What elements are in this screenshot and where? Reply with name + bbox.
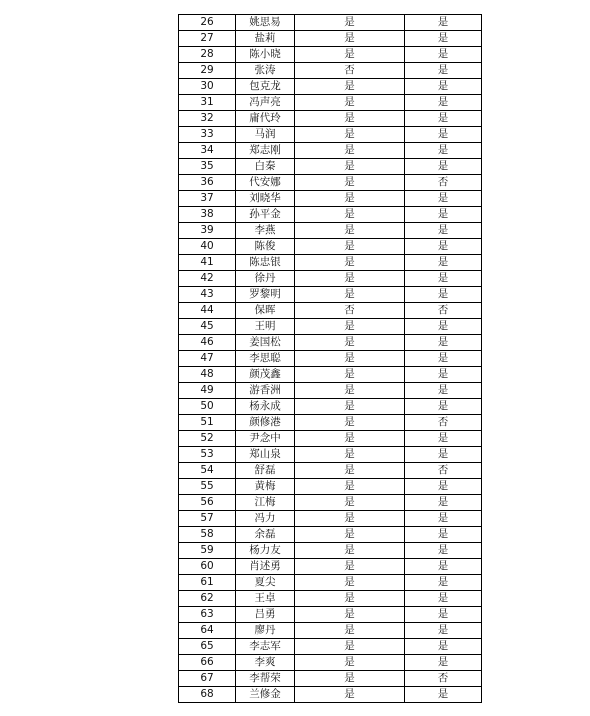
row-number: 46 (179, 335, 236, 351)
status-a-cell: 是 (295, 623, 405, 639)
status-b-cell: 是 (405, 335, 482, 351)
status-b-cell: 否 (405, 415, 482, 431)
status-b-cell: 是 (405, 271, 482, 287)
person-name: 张涛 (236, 63, 295, 79)
person-name: 杨永成 (236, 399, 295, 415)
table-row (179, 127, 482, 143)
person-name: 余磊 (236, 527, 295, 543)
table-row (179, 671, 482, 687)
table-row (179, 111, 482, 127)
table-row (179, 207, 482, 223)
table-row (179, 415, 482, 431)
table-row (179, 495, 482, 511)
row-number: 55 (179, 479, 236, 495)
row-number: 65 (179, 639, 236, 655)
person-name: 李帮荣 (236, 671, 295, 687)
status-a-cell: 是 (295, 575, 405, 591)
table-row (179, 511, 482, 527)
row-number: 68 (179, 687, 236, 703)
status-b-cell: 是 (405, 47, 482, 63)
table-row (179, 607, 482, 623)
row-number: 43 (179, 287, 236, 303)
status-b-cell: 是 (405, 527, 482, 543)
row-number: 57 (179, 511, 236, 527)
status-b-cell: 是 (405, 111, 482, 127)
row-number: 60 (179, 559, 236, 575)
row-number: 29 (179, 63, 236, 79)
row-number: 62 (179, 591, 236, 607)
person-name: 李燕 (236, 223, 295, 239)
table-row (179, 271, 482, 287)
status-a-cell: 是 (295, 31, 405, 47)
person-name: 郑山泉 (236, 447, 295, 463)
row-number: 37 (179, 191, 236, 207)
status-a-cell: 是 (295, 287, 405, 303)
table-row (179, 47, 482, 63)
status-a-cell: 是 (295, 591, 405, 607)
table-row (179, 255, 482, 271)
person-name: 游香洲 (236, 383, 295, 399)
person-name: 包克龙 (236, 79, 295, 95)
person-name: 陈俊 (236, 239, 295, 255)
table-row (179, 591, 482, 607)
roster-table-body (179, 15, 482, 703)
table-row (179, 559, 482, 575)
status-b-cell: 否 (405, 671, 482, 687)
status-a-cell: 是 (295, 239, 405, 255)
person-name: 陈忠银 (236, 255, 295, 271)
person-name: 黄梅 (236, 479, 295, 495)
status-a-cell: 是 (295, 255, 405, 271)
table-row (179, 63, 482, 79)
status-b-cell: 是 (405, 575, 482, 591)
person-name: 李思聪 (236, 351, 295, 367)
status-a-cell: 是 (295, 127, 405, 143)
status-a-cell: 是 (295, 415, 405, 431)
status-a-cell: 是 (295, 207, 405, 223)
status-a-cell: 是 (295, 335, 405, 351)
status-b-cell: 是 (405, 191, 482, 207)
row-number: 48 (179, 367, 236, 383)
row-number: 44 (179, 303, 236, 319)
status-a-cell: 是 (295, 223, 405, 239)
row-number: 40 (179, 239, 236, 255)
status-b-cell: 是 (405, 639, 482, 655)
status-a-cell: 否 (295, 63, 405, 79)
status-b-cell: 是 (405, 495, 482, 511)
status-b-cell: 否 (405, 303, 482, 319)
status-b-cell: 是 (405, 127, 482, 143)
person-name: 郑志刚 (236, 143, 295, 159)
row-number: 27 (179, 31, 236, 47)
status-a-cell: 是 (295, 15, 405, 31)
person-name: 吕勇 (236, 607, 295, 623)
person-name: 颜茂鑫 (236, 367, 295, 383)
status-a-cell: 是 (295, 111, 405, 127)
table-row (179, 319, 482, 335)
status-b-cell: 是 (405, 479, 482, 495)
status-a-cell: 是 (295, 671, 405, 687)
status-a-cell: 是 (295, 143, 405, 159)
status-a-cell: 是 (295, 479, 405, 495)
table-row (179, 95, 482, 111)
status-b-cell: 是 (405, 207, 482, 223)
person-name: 李志军 (236, 639, 295, 655)
person-name: 杨力友 (236, 543, 295, 559)
person-name: 代安娜 (236, 175, 295, 191)
person-name: 冯声亮 (236, 95, 295, 111)
table-row (179, 575, 482, 591)
status-b-cell: 是 (405, 239, 482, 255)
status-b-cell: 是 (405, 351, 482, 367)
table-row (179, 447, 482, 463)
status-a-cell: 是 (295, 367, 405, 383)
person-name: 王卓 (236, 591, 295, 607)
person-name: 尹念中 (236, 431, 295, 447)
status-a-cell: 是 (295, 271, 405, 287)
status-a-cell: 是 (295, 559, 405, 575)
row-number: 32 (179, 111, 236, 127)
row-number: 30 (179, 79, 236, 95)
table-row (179, 527, 482, 543)
row-number: 52 (179, 431, 236, 447)
row-number: 58 (179, 527, 236, 543)
person-name: 冯力 (236, 511, 295, 527)
status-b-cell: 是 (405, 31, 482, 47)
status-a-cell: 是 (295, 463, 405, 479)
status-b-cell: 是 (405, 367, 482, 383)
person-name: 保晖 (236, 303, 295, 319)
table-row (179, 687, 482, 703)
person-name: 李爽 (236, 655, 295, 671)
status-b-cell: 是 (405, 543, 482, 559)
table-row (179, 351, 482, 367)
table-row (179, 479, 482, 495)
table-row (179, 287, 482, 303)
status-a-cell: 是 (295, 319, 405, 335)
person-name: 白秦 (236, 159, 295, 175)
status-b-cell: 否 (405, 175, 482, 191)
row-number: 33 (179, 127, 236, 143)
person-name: 马润 (236, 127, 295, 143)
row-number: 45 (179, 319, 236, 335)
status-b-cell: 是 (405, 63, 482, 79)
person-name: 孙平金 (236, 207, 295, 223)
table-row (179, 431, 482, 447)
row-number: 28 (179, 47, 236, 63)
status-b-cell: 是 (405, 15, 482, 31)
person-name: 罗黎明 (236, 287, 295, 303)
status-a-cell: 是 (295, 527, 405, 543)
person-name: 徐丹 (236, 271, 295, 287)
status-b-cell: 是 (405, 655, 482, 671)
status-b-cell: 是 (405, 591, 482, 607)
table-row (179, 79, 482, 95)
status-b-cell: 是 (405, 559, 482, 575)
person-name: 廖丹 (236, 623, 295, 639)
status-a-cell: 是 (295, 47, 405, 63)
row-number: 36 (179, 175, 236, 191)
status-b-cell: 否 (405, 463, 482, 479)
table-row (179, 303, 482, 319)
row-number: 64 (179, 623, 236, 639)
row-number: 51 (179, 415, 236, 431)
row-number: 49 (179, 383, 236, 399)
table-row (179, 383, 482, 399)
table-row (179, 15, 482, 31)
row-number: 61 (179, 575, 236, 591)
person-name: 陈小晓 (236, 47, 295, 63)
status-a-cell: 是 (295, 383, 405, 399)
status-a-cell: 否 (295, 303, 405, 319)
status-a-cell: 是 (295, 175, 405, 191)
status-b-cell: 是 (405, 79, 482, 95)
table-row (179, 191, 482, 207)
table-row (179, 655, 482, 671)
status-b-cell: 是 (405, 159, 482, 175)
row-number: 38 (179, 207, 236, 223)
status-b-cell: 是 (405, 607, 482, 623)
status-b-cell: 是 (405, 143, 482, 159)
row-number: 53 (179, 447, 236, 463)
table-row (179, 399, 482, 415)
table-row (179, 463, 482, 479)
status-a-cell: 是 (295, 95, 405, 111)
status-a-cell: 是 (295, 495, 405, 511)
row-number: 41 (179, 255, 236, 271)
table-row (179, 239, 482, 255)
status-a-cell: 是 (295, 191, 405, 207)
row-number: 42 (179, 271, 236, 287)
table-row (179, 367, 482, 383)
status-a-cell: 是 (295, 447, 405, 463)
person-name: 肖述勇 (236, 559, 295, 575)
person-name: 舒磊 (236, 463, 295, 479)
table-row (179, 335, 482, 351)
status-a-cell: 是 (295, 543, 405, 559)
row-number: 63 (179, 607, 236, 623)
table-row (179, 543, 482, 559)
status-b-cell: 是 (405, 511, 482, 527)
person-name: 姚思易 (236, 15, 295, 31)
person-name: 姜国松 (236, 335, 295, 351)
status-a-cell: 是 (295, 399, 405, 415)
roster-table (178, 14, 482, 703)
status-a-cell: 是 (295, 79, 405, 95)
status-b-cell: 是 (405, 431, 482, 447)
status-b-cell: 是 (405, 687, 482, 703)
row-number: 39 (179, 223, 236, 239)
status-b-cell: 是 (405, 319, 482, 335)
person-name: 兰修金 (236, 687, 295, 703)
person-name: 庸代玲 (236, 111, 295, 127)
status-a-cell: 是 (295, 639, 405, 655)
status-a-cell: 是 (295, 159, 405, 175)
row-number: 54 (179, 463, 236, 479)
table-row (179, 639, 482, 655)
row-number: 35 (179, 159, 236, 175)
status-a-cell: 是 (295, 511, 405, 527)
row-number: 67 (179, 671, 236, 687)
status-a-cell: 是 (295, 351, 405, 367)
person-name: 江梅 (236, 495, 295, 511)
row-number: 31 (179, 95, 236, 111)
status-b-cell: 是 (405, 287, 482, 303)
row-number: 66 (179, 655, 236, 671)
table-row (179, 143, 482, 159)
status-b-cell: 是 (405, 95, 482, 111)
row-number: 59 (179, 543, 236, 559)
status-b-cell: 是 (405, 383, 482, 399)
person-name: 王明 (236, 319, 295, 335)
person-name: 颜修港 (236, 415, 295, 431)
status-b-cell: 是 (405, 223, 482, 239)
person-name: 盐莉 (236, 31, 295, 47)
status-b-cell: 是 (405, 255, 482, 271)
row-number: 26 (179, 15, 236, 31)
status-a-cell: 是 (295, 431, 405, 447)
table-row (179, 223, 482, 239)
table-row (179, 623, 482, 639)
person-name: 夏尖 (236, 575, 295, 591)
status-a-cell: 是 (295, 607, 405, 623)
status-a-cell: 是 (295, 655, 405, 671)
row-number: 47 (179, 351, 236, 367)
status-a-cell: 是 (295, 687, 405, 703)
row-number: 56 (179, 495, 236, 511)
row-number: 34 (179, 143, 236, 159)
table-row (179, 175, 482, 191)
table-row (179, 159, 482, 175)
person-name: 刘晓华 (236, 191, 295, 207)
row-number: 50 (179, 399, 236, 415)
status-b-cell: 是 (405, 399, 482, 415)
table-row (179, 31, 482, 47)
status-b-cell: 是 (405, 447, 482, 463)
status-b-cell: 是 (405, 623, 482, 639)
